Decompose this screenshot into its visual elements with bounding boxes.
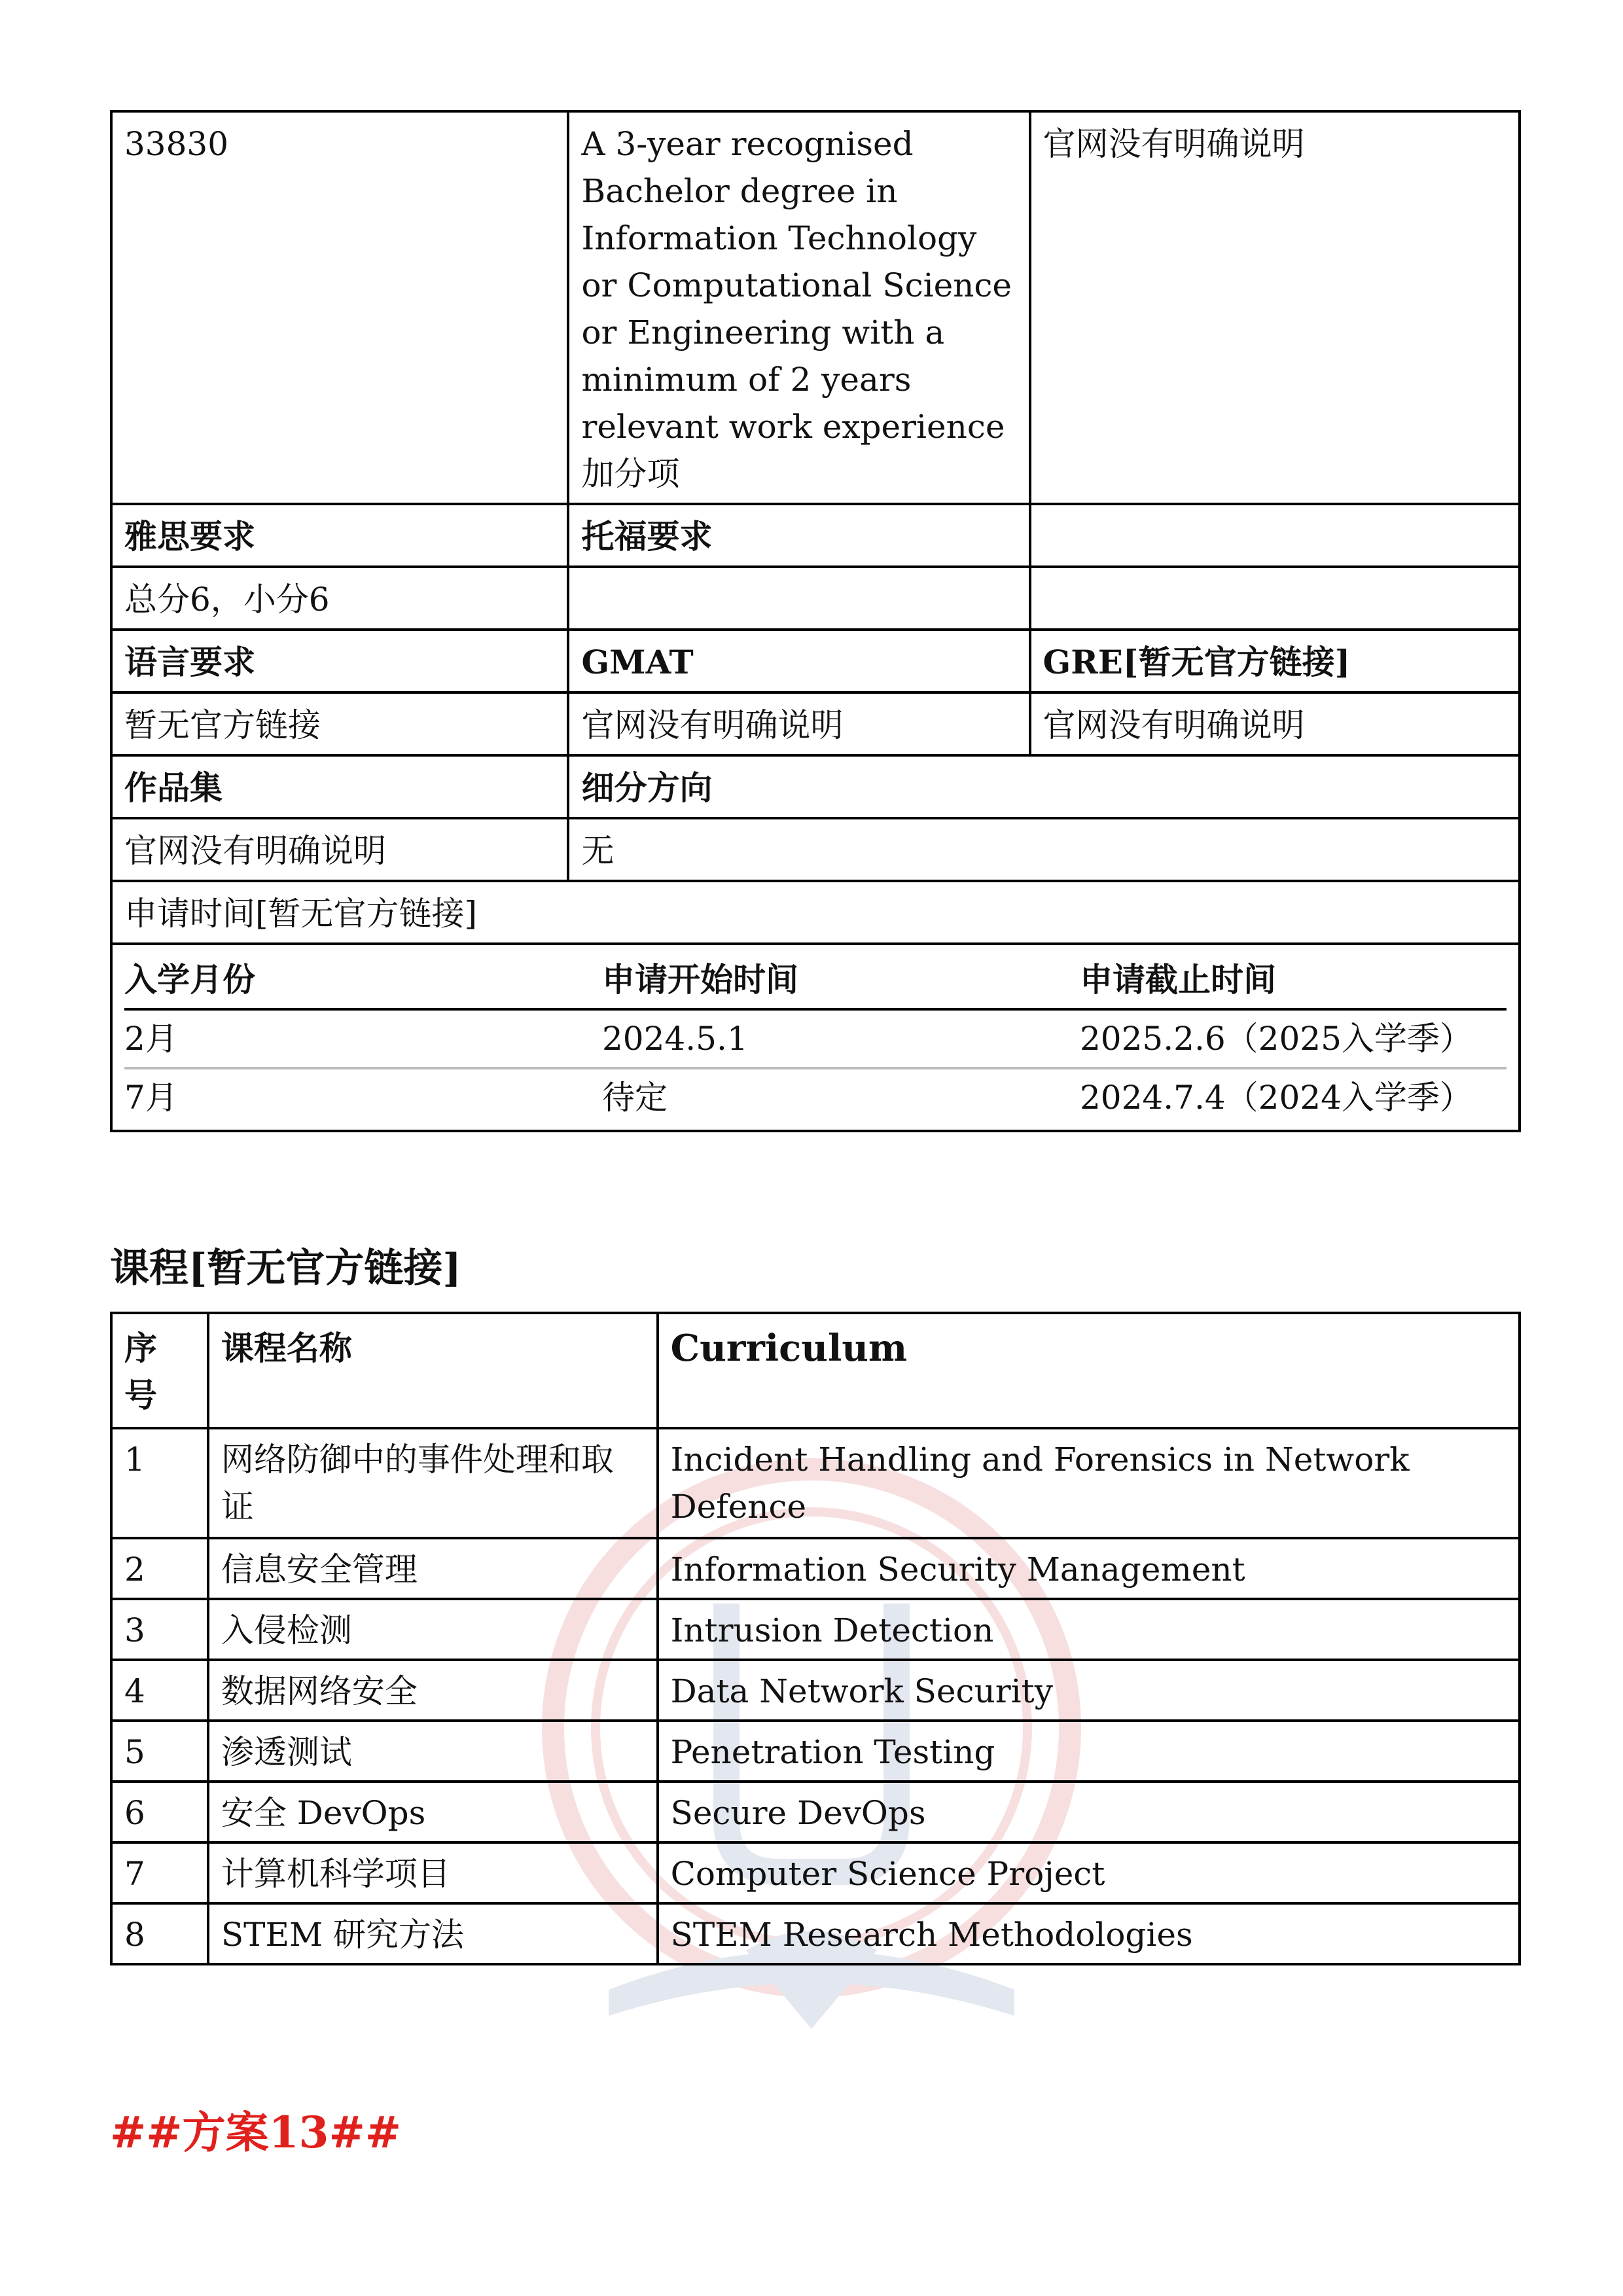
language-value: 暂无官方链接 <box>111 692 568 755</box>
portfolio-value: 官网没有明确说明 <box>111 818 568 881</box>
course-index: 3 <box>111 1599 208 1660</box>
table-row <box>111 1599 1520 1660</box>
start-time: 待定 <box>602 1079 668 1117</box>
empty-cell <box>1030 504 1520 567</box>
curriculum-header-row <box>111 1313 1520 1428</box>
course-name-cn: STEM 研究方法 <box>208 1903 658 1964</box>
table-row <box>111 1782 1520 1842</box>
course-index: 1 <box>111 1428 208 1538</box>
toefl-label: 托福要求 <box>568 504 1029 567</box>
gmat-label: GMAT <box>568 630 1029 692</box>
course-name-en: Computer Science Project <box>658 1842 1520 1903</box>
deadline: 2025.2.6（2025入学季） <box>1080 1009 1507 1068</box>
table-row <box>111 1660 1520 1721</box>
course-name-cn: 信息安全管理 <box>208 1538 658 1599</box>
course-index: 6 <box>111 1782 208 1842</box>
table-row <box>111 1842 1520 1903</box>
gmat-value: 官网没有明确说明 <box>568 692 1029 755</box>
specialization-label: 细分方向 <box>568 755 1520 818</box>
course-index: 4 <box>111 1660 208 1721</box>
course-name-en: Incident Handling and Forensics in Network Defence <box>658 1428 1520 1538</box>
course-name-cn: 渗透测试 <box>208 1721 658 1782</box>
table-row <box>111 1538 1520 1599</box>
course-name-cn: 数据网络安全 <box>208 1660 658 1721</box>
course-index: 8 <box>111 1903 208 1964</box>
lang-header-row <box>111 630 1520 692</box>
course-name-en: STEM Research Methodologies <box>658 1903 1520 1964</box>
course-name-cn: 入侵检测 <box>208 1599 658 1660</box>
application-time-label: 申请时间[暂无官方链接] <box>111 881 1520 944</box>
course-name-header: 课程名称 <box>208 1313 658 1428</box>
course-name-en: Data Network Security <box>658 1660 1520 1721</box>
language-label: 语言要求 <box>111 630 568 692</box>
application-time-row-1 <box>124 1009 1507 1068</box>
index-header-text: 序号 <box>124 1329 157 1414</box>
plan-title: ##方案13## <box>110 2107 402 2158</box>
portfolio-value-row <box>111 818 1520 881</box>
start-time: 2024.5.1 <box>602 1009 1080 1068</box>
table-row <box>111 1903 1520 1964</box>
course-index: 7 <box>111 1842 208 1903</box>
curriculum-en-header: Curriculum <box>658 1313 1520 1428</box>
table-row <box>111 1428 1520 1538</box>
course-name-cn: 网络防御中的事件处理和取证 <box>208 1428 658 1538</box>
start-time-header: 申请开始时间 <box>602 952 1080 1009</box>
application-time-table <box>124 952 1507 1126</box>
specialization-value: 无 <box>568 818 1520 881</box>
program-info-table <box>110 110 1521 1132</box>
application-time-cell <box>111 944 1520 1131</box>
deadline-header: 申请截止时间 <box>1080 952 1507 1009</box>
table-row <box>111 1721 1520 1782</box>
lang-value-row <box>111 692 1520 755</box>
index-header <box>111 1313 208 1428</box>
application-time-header <box>124 952 1507 1009</box>
gre-value: 官网没有明确说明 <box>1030 692 1520 755</box>
course-name-en: Secure DevOps <box>658 1782 1520 1842</box>
course-index: 5 <box>111 1721 208 1782</box>
ielts-value: 总分6，小分6 <box>111 567 568 630</box>
empty-cell <box>1030 567 1520 630</box>
test-value-row <box>111 567 1520 630</box>
program-row <box>111 111 1520 504</box>
portfolio-header-row <box>111 755 1520 818</box>
program-code: 33830 <box>111 111 568 504</box>
portfolio-label: 作品集 <box>111 755 568 818</box>
program-note: 官网没有明确说明 <box>1030 111 1520 504</box>
test-header-row <box>111 504 1520 567</box>
application-time-row-2 <box>124 1068 1507 1126</box>
course-name-en: Information Security Management <box>658 1538 1520 1599</box>
course-name-cn: 计算机科学项目 <box>208 1842 658 1903</box>
application-time-row <box>111 944 1520 1131</box>
intake-month: 7月 <box>124 1079 178 1117</box>
course-name-en: Penetration Testing <box>658 1721 1520 1782</box>
ielts-label: 雅思要求 <box>111 504 568 567</box>
program-requirement: A 3-year recognised Bachelor degree in Information Technology or Computational Science or Engineering with a minimum of 2 years relevant work experience加分项 <box>568 111 1029 504</box>
intake-month-header: 入学月份 <box>124 952 602 1009</box>
course-name-cn: 安全 DevOps <box>208 1782 658 1842</box>
intake-month: 2月 <box>124 1009 602 1068</box>
application-time-label-row <box>111 881 1520 944</box>
deadline: 2024.7.4（2024入学季） <box>1080 1079 1472 1117</box>
curriculum-title: 课程[暂无官方链接] <box>110 1246 461 1291</box>
gre-label: GRE[暂无官方链接] <box>1030 630 1520 692</box>
toefl-value <box>568 567 1029 630</box>
course-name-en: Intrusion Detection <box>658 1599 1520 1660</box>
curriculum-table <box>110 1312 1521 1965</box>
course-index: 2 <box>111 1538 208 1599</box>
